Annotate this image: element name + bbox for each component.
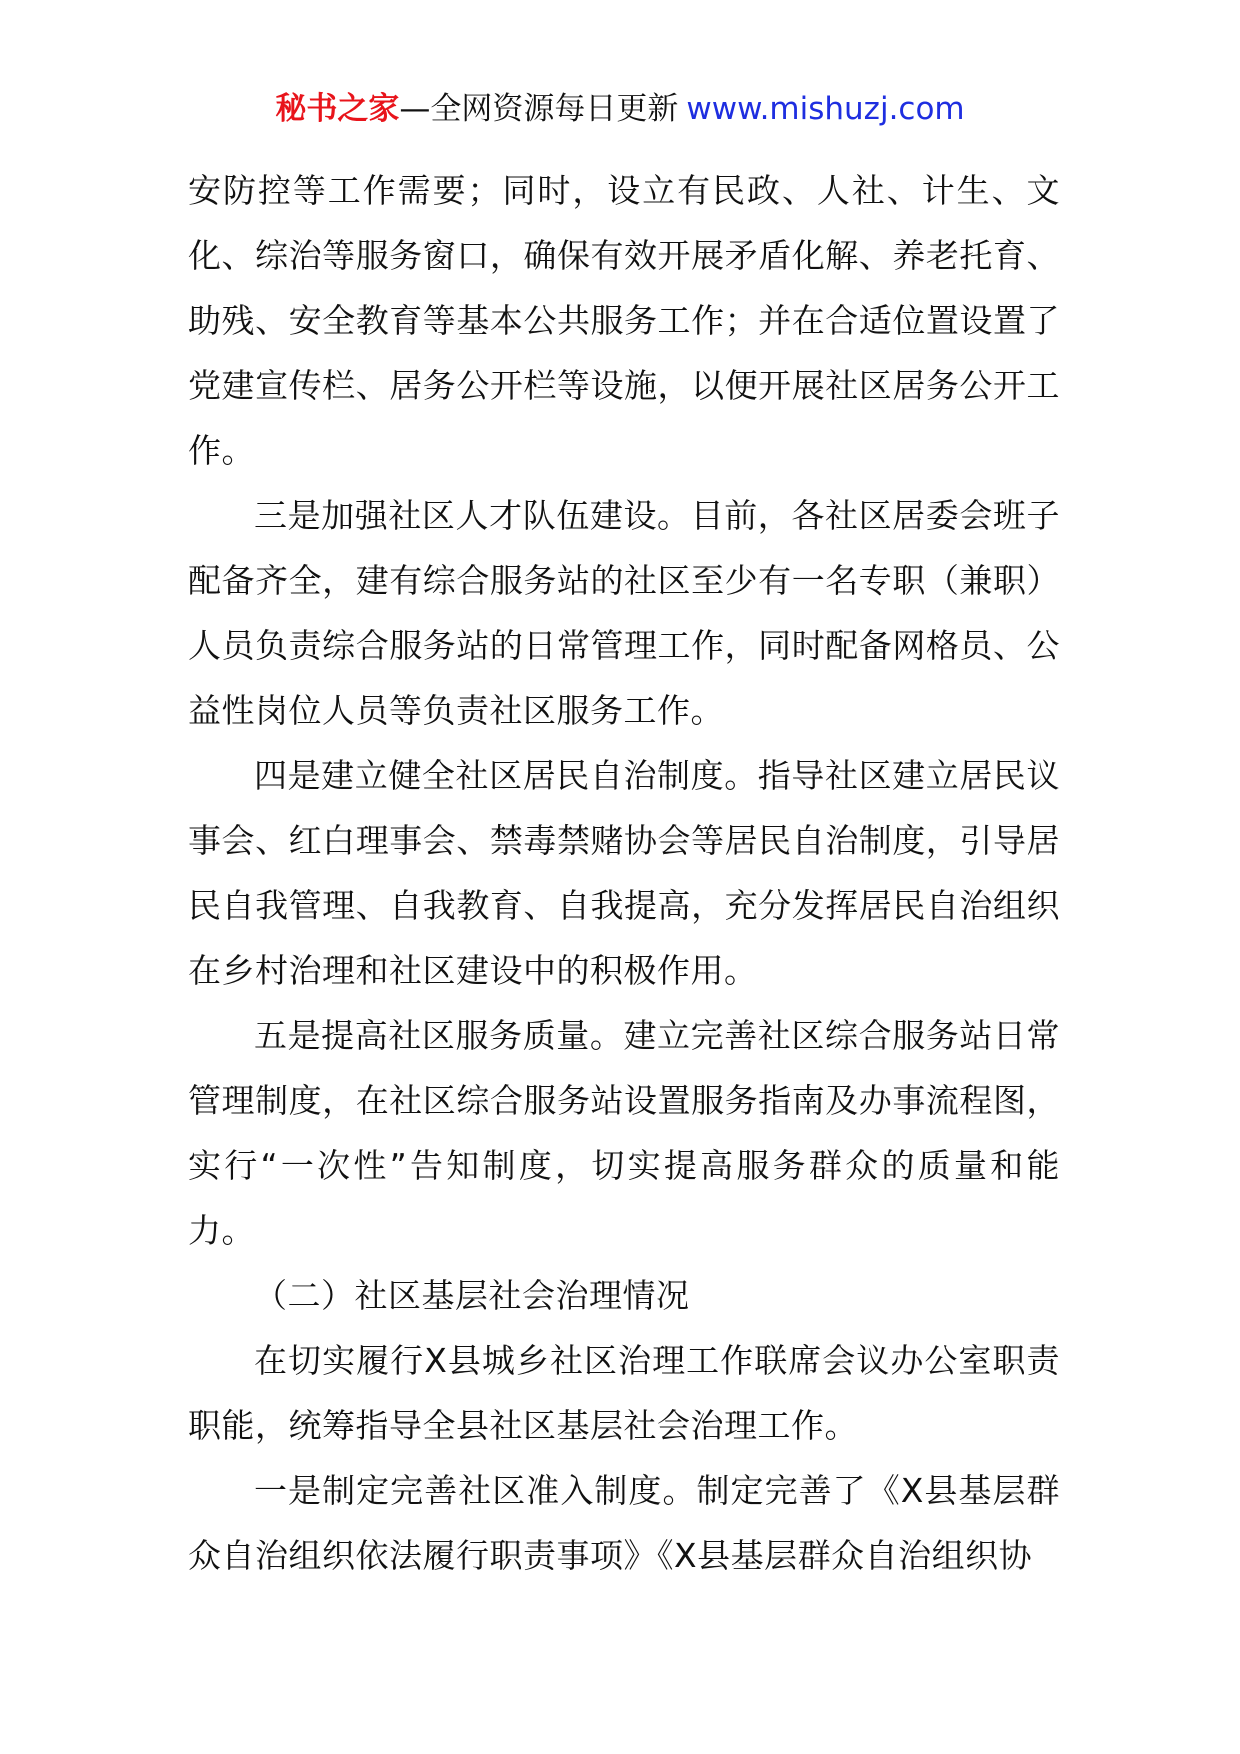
- paragraph-access-system: 一是制定完善社区准入制度。制定完善了《X县基层群众自治组织依法履行职责事项》《X县基层群众自治组织协: [188, 1471, 1060, 1575]
- paragraph-self-governance: 四是建立健全社区居民自治制度。指导社区建立居民议事会、红白理事会、禁毒禁赌协会等居民自治制度，引导居民自我管理、自我教育、自我提高，充分发挥居民自治组织在乡村治理和社区建设中的积极作用。: [188, 756, 1060, 990]
- paragraph-continuation: 安防控等工作需要；同时，设立有民政、人社、计生、文化、综治等服务窗口，确保有效开展矛盾化解、养老托育、助残、安全教育等基本公共服务工作；并在合适位置设置了党建宣传栏、居务公开栏等设施，以便开展社区居务公开工作。: [188, 171, 1060, 470]
- site-url-link[interactable]: www.mishuzj.com: [686, 91, 965, 127]
- page-header: [0, 91, 1240, 127]
- paragraph-service-quality: 五是提高社区服务质量。建立完善社区综合服务站日常管理制度，在社区综合服务站设置服务指南及办事流程图，实行“一次性”告知制度，切实提高服务群众的质量和能力。: [188, 1016, 1060, 1250]
- section-heading: （二）社区基层社会治理情况: [254, 1276, 690, 1315]
- site-slogan: —全网资源每日更新: [399, 91, 679, 127]
- document-body: [188, 158, 1060, 1588]
- paragraph-office-duties: 在切实履行X县城乡社区治理工作联席会议办公室职责职能，统筹指导全县社区基层社会治理工作。: [188, 1341, 1060, 1445]
- site-brand: 秘书之家: [275, 91, 400, 127]
- paragraph-talent-team: 三是加强社区人才队伍建设。目前，各社区居委会班子配备齐全，建有综合服务站的社区至少有一名专职（兼职）人员负责综合服务站的日常管理工作，同时配备网格员、公益性岗位人员等负责社区服务工作。: [188, 496, 1060, 730]
